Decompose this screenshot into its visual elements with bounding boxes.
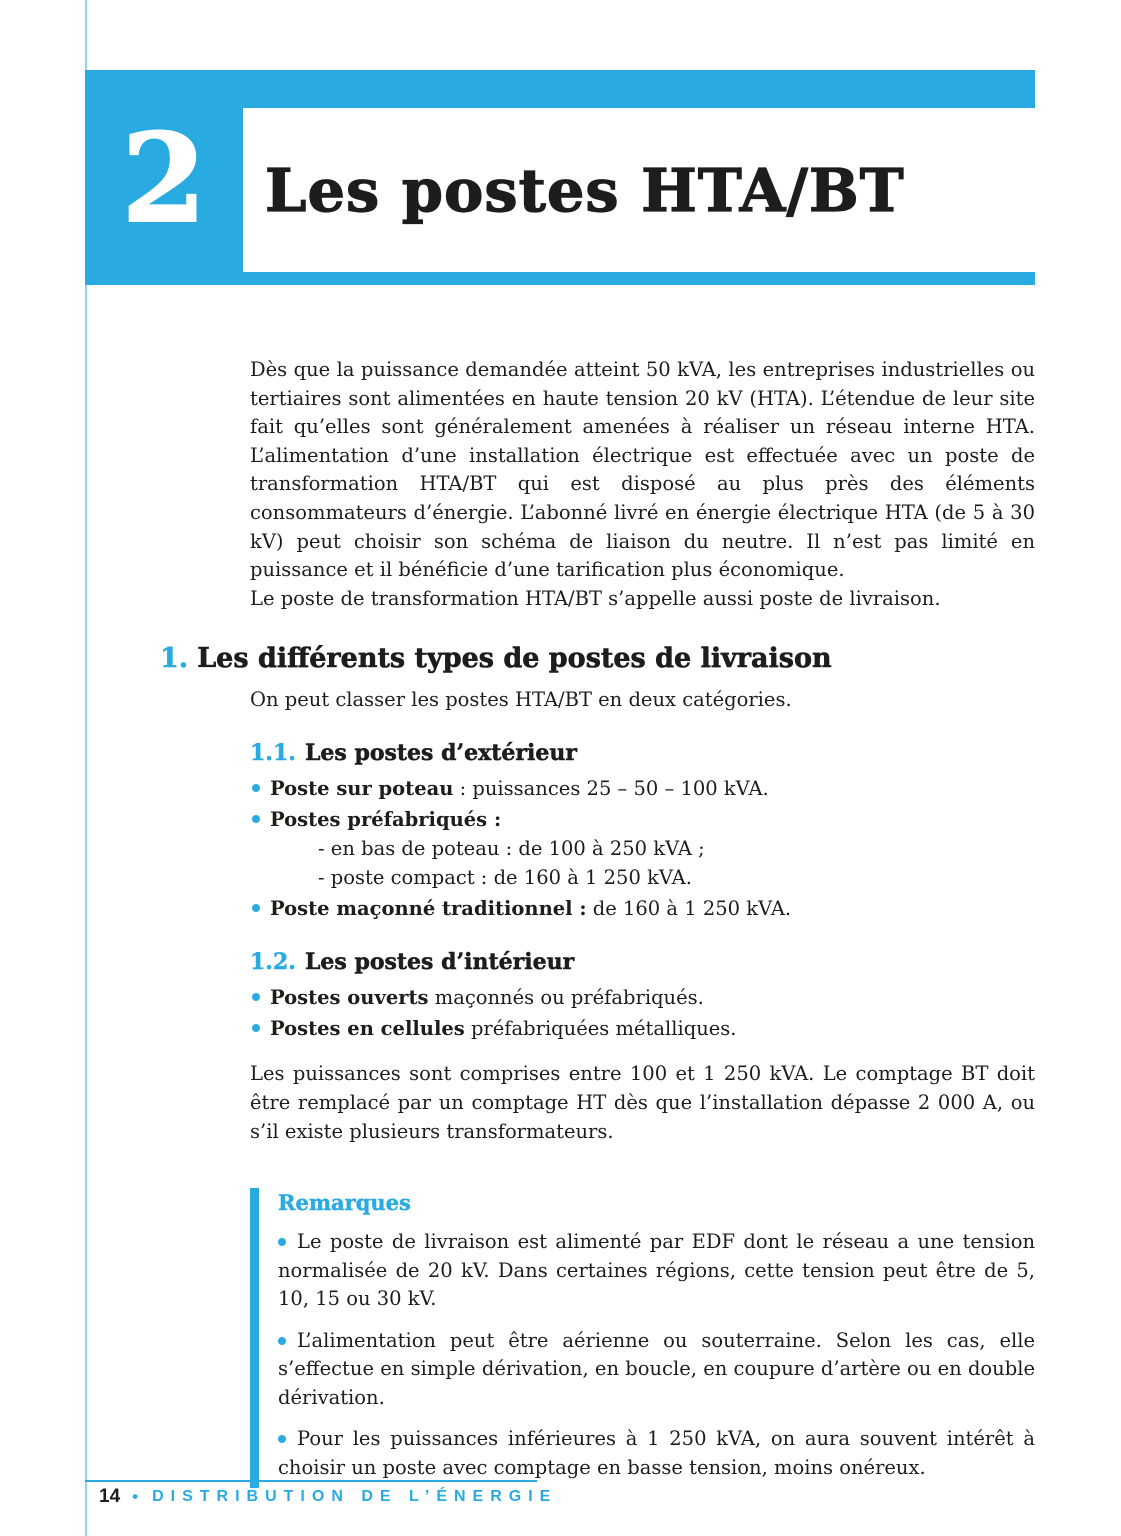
bullet-bold: Poste maçonné traditionnel : xyxy=(270,897,587,921)
remark-text: L’alimentation peut être aérienne ou souterraine. Selon les cas, elle s’effectue en simple dérivation, en boucle, en coupure d’artère ou en double dérivation. xyxy=(278,1328,1035,1409)
remark-text: Le poste de livraison est alimenté par EDF dont le réseau a une tension normalisée de 20 kV. Dans certaines régions, cette tension peut être de 5, 10, 15 ou 30 kV. xyxy=(278,1230,1035,1311)
page-content xyxy=(0,356,1121,1488)
footer-rule xyxy=(85,1480,537,1482)
body-paragraph: Les puissances sont comprises entre 100 et 1 250 kVA. Le comptage BT doit être remplacé par un comptage HT dès que l’installation dépasse 2 000 A, ou s’il existe plusieurs transformateurs. xyxy=(250,1062,1035,1144)
sub-bullet-item: - poste compact : de 160 à 1 250 kVA. xyxy=(318,866,692,890)
bullet-bold: Postes préfabriqués : xyxy=(270,808,502,832)
bullet-dot-icon xyxy=(252,784,260,792)
bullet-item xyxy=(252,894,1035,923)
bullet-dot-icon xyxy=(252,993,260,1001)
bullet-dot-icon xyxy=(278,1435,286,1443)
bullet-bold: Postes ouverts xyxy=(270,986,429,1010)
page-footer xyxy=(99,1486,557,1508)
remarks-title: Remarques xyxy=(278,1190,411,1216)
bullet-item xyxy=(252,983,1035,1012)
page-number: 14 xyxy=(99,1486,121,1507)
subsection-number: 1.2. xyxy=(250,949,296,976)
chapter-number: 2 xyxy=(121,105,207,250)
bullet-dot-icon xyxy=(252,1024,260,1032)
bullet-text: : puissances 25 – 50 – 100 kVA. xyxy=(453,777,769,801)
subsection-number: 1.1. xyxy=(250,740,296,767)
bullet-bold: Postes en cellules xyxy=(270,1017,465,1041)
chapter-title: Les postes HTA/BT xyxy=(265,155,905,225)
bullet-text: de 160 à 1 250 kVA. xyxy=(586,897,792,921)
intro-paragraph: Dès que la puissance demandée atteint 50 kVA, les entreprises industrielles ou tertiaires sont alimentées en haute tension 20 kV (HTA). L’étendue de leur site fait qu’elles sont généralement amenées à réaliser un réseau interne HTA. L’alimentation d’une installation électrique est effectuée avec un poste de transformation HTA/BT qui est disposé au plus près des éléments consommateurs d’énergie. L’abonné livré en énergie électrique HTA (de 5 à 30 kV) peut choisir son schéma de liaison du neutre. Il n’est pas limité en puissance et il bénéficie d’une tarification plus économique. xyxy=(250,358,1035,582)
bullet-bold: Poste sur poteau xyxy=(270,777,454,801)
chapter-title-box xyxy=(243,108,1035,272)
sub-bullet-item: - en bas de poteau : de 100 à 250 kVA ; xyxy=(318,837,705,861)
remarks-panel xyxy=(250,1188,1035,1488)
footer-separator: • xyxy=(132,1487,139,1506)
bullet-text: maçonnés ou préfabriqués. xyxy=(428,986,704,1010)
remark-item xyxy=(278,1228,1035,1314)
bullet-dot-icon xyxy=(278,1238,286,1246)
footer-label: DISTRIBUTION DE L’ÉNERGIE xyxy=(152,1488,558,1505)
bullet-item xyxy=(252,805,1035,834)
subsection-heading-1-2 xyxy=(250,949,1035,975)
section-title: Les différents types de postes de livraison xyxy=(197,643,832,675)
intro-block xyxy=(0,356,1121,613)
section-number: 1. xyxy=(160,643,189,675)
remark-item xyxy=(278,1327,1035,1413)
bullet-list-exterior xyxy=(0,774,1121,923)
chapter-banner xyxy=(85,70,1035,285)
bullet-dot-icon xyxy=(252,815,260,823)
subsection-title: Les postes d’extérieur xyxy=(304,740,577,767)
bullet-text: préfabriquées métalliques. xyxy=(464,1017,737,1041)
bullet-item xyxy=(252,774,1035,803)
subsection-heading-1-1 xyxy=(250,740,1035,766)
section-lead: On peut classer les postes HTA/BT en deux catégories. xyxy=(250,688,792,712)
bullet-dot-icon xyxy=(278,1337,286,1345)
bullet-item xyxy=(252,1014,1035,1043)
subsection-title: Les postes d’intérieur xyxy=(304,949,575,976)
bullet-dot-icon xyxy=(252,904,260,912)
bullet-list-interior xyxy=(0,983,1121,1043)
section-heading xyxy=(160,643,1035,674)
intro-paragraph-2: Le poste de transformation HTA/BT s’appelle aussi poste de livraison. xyxy=(250,586,941,610)
remark-text: Pour les puissances inférieures à 1 250 kVA, on aura souvent intérêt à choisir un poste avec comptage en basse tension, moins onéreux. xyxy=(278,1427,1035,1479)
remark-item xyxy=(278,1425,1035,1482)
